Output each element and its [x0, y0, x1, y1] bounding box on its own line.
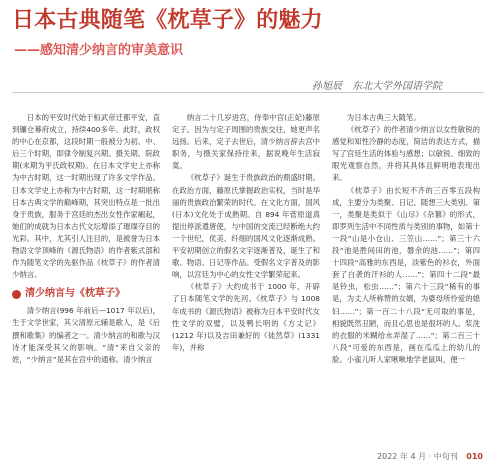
text-column-3 [332, 112, 480, 366]
text-column-1 [12, 112, 160, 366]
article-subtitle: ——感知清少纳言的审美意识 [14, 43, 184, 58]
article-title: 日本古典随笔《枕草子》的魅力 [12, 7, 323, 33]
paragraph: 《枕草子》的作者清少纳言以女性敏锐的感觉和知性冷静的态度，简洁的表达方式，描写了宫廷生活的体验与感想；以敏锐、细致的眼光观察自然，并将其具体且鲜明地表现出来。 [332, 125, 480, 183]
paragraph: 清少纳言(996 年前后—1017 年以后)，生于文学世家，其父清原元辅是歌人，是《后撰和歌集》的编者之一。清少纳言的和歌与汉诗才能深受其父的影响。“清”来自父亲的姓，“少纳言”是其在宫中的通称。清少纳言 [12, 306, 160, 364]
page-number: 010 [466, 452, 483, 461]
paragraph: 日本的平安时代始于桓武帝迁都平安，直到镰仓幕府成立，持续400多年。此时，政权的中心在京都，这段时期一般被分为初、中、后三个时期，即律令制复兴期、摄关期、院政期(末期为平氏政权期)。在日本文学史上亦称为中古时期，这一时期出现了许多文学作品。日本文学史上亦称为中古时期，这一时期堪称日本古典文学的巅峰期，其突出特点是一批出身于贵族，服务于宫廷的杰出女性作家崛起，她们的成就为日本古代文坛增添了璀璨夺目的光彩。其中，尤其引人注目的，是被誉为日本物语文学顶峰的《源氏物语》的作者紫式部和作为随笔文学的先驱作品《枕草子》的作者清少纳言。 [12, 113, 160, 280]
text-column-2 [172, 112, 320, 354]
paragraph: 《枕草子》大约成书于 1000 年，开辟了日本随笔文学的先河。《枕草子》与 1008 年成书的《源氏物语》被称为日本平安时代女性文学的双璧，以及鸭长明的《方丈记》(1212 年)以及吉田兼好的《徒然草》(1331 年)，并称 [172, 282, 320, 352]
author-byline: 孙旭辰 东北大学外国语学院 [312, 81, 442, 92]
paragraph: 纳言二十几岁进宫，侍奉中宫(正妃)藤原定子。因为与定子周围的贵族交往，她更声名远扬。后来，定子去世后，清少纳言辞去宫中职务，与摄关家保持往来，据说晚年生活寂寞。 [172, 113, 320, 171]
section-heading-label: 清少纳言与《枕草子》 [25, 288, 125, 300]
bullet-dot-icon [12, 290, 21, 299]
section-heading [12, 287, 160, 301]
paragraph: 为日本古典三大随笔。 [346, 113, 421, 122]
page-footer [377, 451, 483, 463]
paragraph: 《枕草子》由长短不齐的三百零五段构成，主要分为类聚、日记、随想三大类别。第一，类聚是类似于《山尽》《杂篡》的形式，即罗列生活中不同性质与类别的事物，如第十一段“山是小仓山、三笠山……”；第三十六段“池是胜间田的池，磐余的池……”；第四十四段“高雅的东西是，淡紫色的衫衣，外面套了白袭的汗衫的人……”；第四十二段“最是铃虫，松虫……”；第六十三段“稀有的事是，为丈人所称赞的女婿，为婆母所怜爱的媳妇……”；第一百二十八段“无可取的事是，相貌既然丑陋，而且心思也是很坏的人。浆洗的衣服的米糊给水弄湿了……”；第二百三十八段“可爱的东西是，画在瓜瓜上的幼儿的脸。小雀儿听人家啾啾地学老鼠叫，便一 [332, 185, 480, 364]
paragraph: 《枕草子》诞生于贵族政治的鼎盛时期。在政治方面，藤原氏掌握政治实权，当时是华丽的贵族政治繁荣的时代。在文化方面，国风(日本)文化处于成熟期。自 894 年菅原道真提出停派遣唐使，与中国的交流已经断绝大约一个世纪，优美、纤细的国风文化逐渐成熟。平安初期创立的假名文字逐渐普及，诞生了和歌、物语、日记等作品。受假名文字普及的影响，以宫廷为中心的女性文学繁荣起来。 [172, 173, 320, 280]
header-divider [12, 92, 484, 93]
issue-label: 2022 年 4 月 · 中旬刊 [377, 452, 458, 461]
